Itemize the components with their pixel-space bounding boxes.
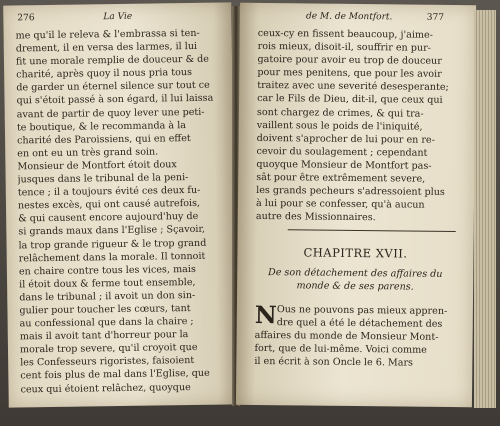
- text-line: dans le tribunal ; il avoit un don sin-: [19, 289, 196, 304]
- text-line: en ont eu un très grand soin.: [17, 146, 159, 160]
- text-line: en chaire contre tous les vices, mais: [18, 263, 196, 278]
- text-line: mais il avoit tant d'horreur pour la: [19, 329, 189, 343]
- text-line: me qu'il le releva & l'embrassa si ten-: [15, 27, 200, 42]
- text-line: & qui causent encore aujourd'huy de: [18, 211, 199, 225]
- text-line: gatoire pour avoir eu trop de douceur: [257, 54, 442, 68]
- text-line: sât pour être extrêmement severe,: [256, 171, 426, 185]
- text-line: traitez avec une severité desesperante;: [257, 80, 449, 94]
- left-page-text: [16, 27, 219, 396]
- text-line: il étoit doux & ferme tout ensemble,: [19, 276, 196, 291]
- text-line: te boutique, & le recommanda à la: [16, 119, 187, 134]
- chapter-subtitle-line: De son détachement des affaires du: [267, 267, 443, 280]
- left-running-head: [3, 10, 231, 27]
- page-edges: [474, 10, 496, 408]
- text-line: morale trop severe, qu'il croyoit que: [19, 342, 198, 356]
- text-line: nestes excès, qui ont causé autrefois,: [17, 198, 201, 212]
- text-line: drement, il en versa des larmes, il lui: [15, 41, 198, 55]
- text-line: dre quel a été le détachement des: [276, 317, 443, 331]
- chapter-subtitle-line: monde & de ses parens.: [296, 280, 414, 293]
- left-page: [3, 2, 237, 407]
- text-line: charité, après quoy il nous pria tous: [16, 67, 193, 81]
- text-line: gulier pour toucher les cœurs, tant: [19, 302, 191, 317]
- text-line: il en écrit à son Oncle le 6. Mars: [254, 356, 414, 369]
- text-line: quoyque Monsieur de Montfort pas-: [256, 158, 432, 172]
- left-page-number: 276: [17, 13, 35, 24]
- text-line: ceux qui étoient relâchez, quoyque: [20, 381, 191, 395]
- chapter-divider-rule: [288, 229, 456, 232]
- text-line: vaillent sous le poids de l'iniquité,: [256, 119, 423, 133]
- right-page-text: [256, 27, 452, 225]
- text-line: affaires du monde de Monsieur Mont-: [254, 330, 439, 344]
- text-line: les Confesseurs rigoristes, faisoient: [20, 355, 195, 369]
- text-line: les grands pecheurs s'adressoient plus: [256, 185, 445, 199]
- text-line: tence ; il a toujours évité ces deux fu-: [17, 185, 201, 199]
- text-line: à lui pour se confesser, qu'à aucun: [255, 198, 425, 211]
- text-line: la trop grande rigueur & le trop grand: [18, 237, 207, 251]
- text-line: pour mes penitens, que pour les avoir: [257, 67, 442, 81]
- right-page-number: 377: [426, 12, 445, 23]
- text-line: au confessional que dans la chaire ;: [19, 316, 194, 330]
- text-line: sont chargez de crimes, & qui tra-: [256, 106, 424, 120]
- chapter-subtitle: [255, 266, 455, 294]
- text-line: relâchement dans la morale. Il tonnoit: [18, 250, 206, 265]
- text-line: doivent s'aprocher de lui pour en re-: [256, 132, 435, 146]
- text-line: avant de partir de quoy lever une peti-: [16, 106, 205, 120]
- text-line: si grands maux dans l'Eglise ; Sçavoir,: [18, 224, 206, 238]
- text-line: Ous ne pouvons pas mieux appren-: [276, 304, 448, 317]
- text-line: qui s'étoit passé à son égard, il lui laissa: [16, 93, 214, 107]
- text-line: cent fois plus de mal dans l'Eglise, que: [20, 368, 210, 382]
- text-line: cevoir du soulagement ; cependant: [256, 145, 428, 159]
- drop-cap: N: [254, 299, 277, 330]
- text-line: jusques dans le tribunal de la peni-: [17, 172, 189, 186]
- right-running-title: de M. de Montfort.: [305, 11, 393, 23]
- text-line: rois mieux, disoit-il, souffrir en pur-: [257, 41, 431, 54]
- text-line: car le Fils de Dieu, dit-il, que ceux qui: [257, 93, 443, 107]
- right-page: [236, 3, 476, 407]
- text-line: Monsieur de Montfort étoit doux: [17, 159, 177, 173]
- chapter-opening-text: [254, 299, 451, 371]
- text-line: fort, que de lui-même. Voici comme: [254, 343, 427, 357]
- text-line: ceux-cy en fissent beaucoup, j'aime-: [257, 27, 434, 41]
- text-line: fit une morale remplie de douceur & de: [15, 53, 210, 68]
- right-running-head: [240, 11, 476, 27]
- text-line: de garder un éternel silence sur tout ce: [16, 80, 210, 94]
- text-line: autre des Missionnaires.: [255, 211, 376, 224]
- text-line: charité des Paroissiens, qui en effet: [17, 132, 191, 147]
- left-running-title: La Vie: [103, 11, 133, 23]
- chapter-heading: CHAPITRE XVII.: [303, 245, 408, 261]
